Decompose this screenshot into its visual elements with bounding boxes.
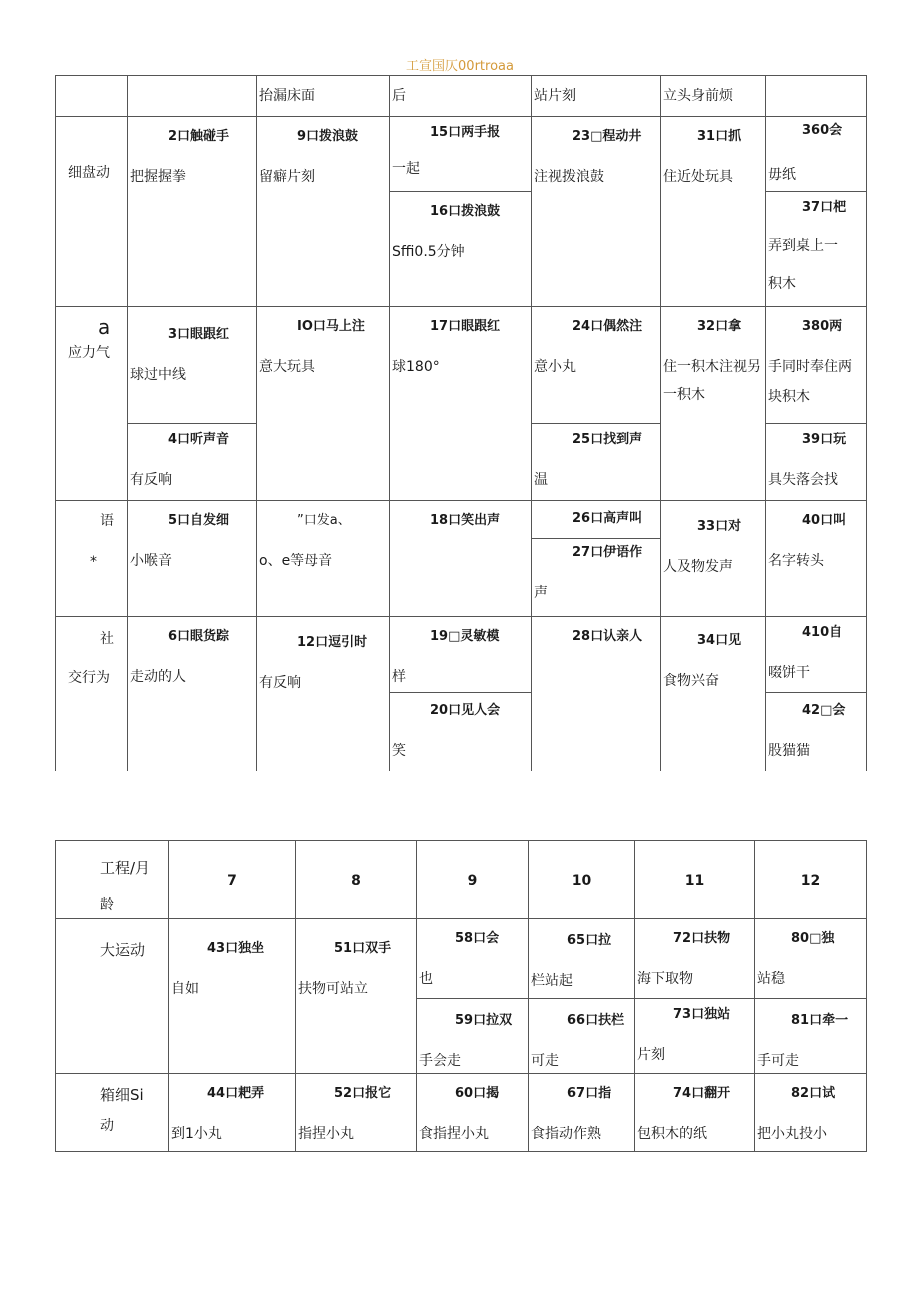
category-cell — [56, 117, 128, 307]
header-cell — [532, 76, 661, 117]
cell-text: 34口见 — [697, 633, 742, 648]
cell-text: 65口拉 — [567, 933, 612, 948]
cell-text: 手同时奉住两 — [768, 358, 852, 375]
cell-text: 12口逗引时 — [297, 635, 368, 650]
cell-text: 52口报它 — [334, 1086, 392, 1101]
item-cell — [257, 117, 390, 307]
item-cell — [635, 919, 755, 999]
cell-text: 食物兴奋 — [663, 672, 719, 689]
item-cell — [390, 693, 532, 771]
item-cell — [766, 192, 867, 307]
item-cell — [661, 307, 766, 501]
cell-text: 块积木 — [768, 389, 810, 406]
cell-text: 把小丸投小 — [757, 1125, 827, 1142]
cell-text: 9口拨浪鼓 — [297, 129, 359, 144]
item-cell — [257, 307, 390, 501]
cell-text: 5口自发细 — [168, 513, 230, 528]
month-cell — [635, 841, 755, 919]
item-cell — [529, 919, 635, 999]
cell-text: 66口扶栏 — [567, 1013, 625, 1028]
item-cell — [296, 1074, 417, 1152]
cell-text: 栏站起 — [531, 972, 573, 989]
item-cell — [390, 307, 532, 501]
cell-text: 具失落会找 — [768, 471, 838, 488]
cell-text: 啜饼干 — [768, 664, 810, 681]
item-cell — [532, 424, 661, 501]
item-cell — [390, 117, 532, 192]
category-cell — [56, 307, 128, 501]
cell-text: 也 — [419, 970, 433, 987]
cell-text: 股猫猫 — [768, 742, 810, 759]
cell-text: 18口笑出声 — [430, 513, 501, 528]
item-cell — [766, 617, 867, 693]
header-cell — [257, 76, 390, 117]
cell-text: Sffi0.5分钟 — [392, 243, 465, 260]
item-cell — [390, 617, 532, 693]
cell-text: 站稳 — [757, 970, 785, 987]
cell-text: 6口眼货踪 — [168, 629, 230, 644]
cell-text: 注视拨浪鼓 — [534, 168, 604, 185]
cell-text: 球过中线 — [130, 366, 186, 383]
item-cell — [128, 117, 257, 307]
item-cell — [128, 424, 257, 501]
cell-text: * — [90, 553, 97, 570]
cell-text: 片刻 — [637, 1046, 665, 1063]
item-cell — [417, 999, 529, 1074]
item-cell — [529, 999, 635, 1074]
cell-text: 抬漏床面 — [259, 87, 315, 104]
development-table-2 — [55, 840, 867, 1152]
page-header: 工宣国仄00rtroaa — [406, 59, 514, 74]
cell-text: 扶物可站立 — [298, 980, 368, 997]
cell-text: 到1小丸 — [171, 1125, 222, 1142]
cell-text: 2口触碰手 — [168, 129, 230, 144]
cell-text: 15口两手报 — [430, 125, 501, 140]
item-cell — [755, 1074, 867, 1152]
cell-text: 58口会 — [455, 931, 500, 946]
cell-text: 食指动作熟 — [531, 1125, 601, 1142]
item-cell — [766, 307, 867, 424]
cell-text: 站片刻 — [534, 87, 576, 104]
cell-text: 小喉音 — [130, 552, 172, 569]
cell-text: 龄 — [100, 897, 114, 913]
table-row — [56, 117, 867, 192]
category-cell — [56, 919, 169, 1074]
cell-text: IO口马上注 — [297, 319, 365, 334]
item-cell — [169, 1074, 296, 1152]
table1-header-row — [56, 76, 867, 117]
item-cell — [128, 501, 257, 617]
item-cell — [661, 117, 766, 307]
item-cell — [257, 617, 390, 771]
cell-text: 住一积木注视另 — [663, 358, 761, 375]
cell-text: 住近处玩具 — [663, 168, 733, 185]
item-cell — [169, 919, 296, 1074]
cell-text: 12 — [800, 873, 821, 889]
cell-text: 应力气 — [68, 345, 110, 361]
item-cell — [661, 501, 766, 617]
item-cell — [766, 117, 867, 192]
cell-text: 声 — [534, 584, 548, 601]
cell-text: 43口独坐 — [207, 941, 265, 956]
cell-text: 31口抓 — [697, 129, 742, 144]
cell-text: 动 — [100, 1118, 114, 1134]
item-cell — [532, 501, 661, 539]
cell-text: 360会 — [802, 123, 843, 138]
cell-text: 有反响 — [130, 471, 172, 488]
cell-text: 球180° — [392, 358, 440, 375]
category-cell — [56, 617, 128, 771]
cell-text: 语 — [100, 513, 114, 529]
development-table-1 — [55, 75, 867, 771]
cell-text: 自如 — [171, 980, 199, 997]
item-cell — [529, 1074, 635, 1152]
item-cell — [390, 192, 532, 307]
cell-text: 40口叫 — [802, 513, 847, 528]
cell-text: 37口杷 — [802, 200, 847, 215]
cell-text: 8 — [351, 873, 361, 889]
cell-text: 59口拉双 — [455, 1013, 513, 1028]
cell-text: 大运动 — [100, 941, 146, 959]
cell-text: 32口拿 — [697, 319, 742, 334]
cell-text: 食指捏小丸 — [419, 1125, 489, 1142]
cell-text: 380两 — [802, 319, 843, 334]
cell-text: 立头身前烦 — [663, 87, 733, 104]
table-row — [56, 307, 867, 424]
cell-text: o、e等母音 — [259, 552, 333, 569]
cell-text: 16口拨浪鼓 — [430, 204, 501, 219]
header-label-cell — [56, 841, 169, 919]
item-cell — [296, 919, 417, 1074]
cell-text: 一积木 — [663, 387, 705, 404]
category-cell — [56, 1074, 169, 1152]
item-cell — [390, 501, 532, 617]
cell-text: 温 — [534, 471, 548, 488]
cell-text: 后 — [392, 87, 406, 104]
cell-text: 17口眼跟红 — [430, 319, 501, 334]
item-cell — [635, 999, 755, 1074]
month-cell — [169, 841, 296, 919]
category-cell — [56, 501, 128, 617]
cell-text: 4口听声音 — [168, 432, 230, 447]
cell-text: 一起 — [392, 160, 420, 177]
cell-text: 意小丸 — [534, 358, 576, 375]
cell-text: 20口见人会 — [430, 703, 501, 718]
cell-text: 28口认亲人 — [572, 629, 643, 644]
month-cell — [417, 841, 529, 919]
cell-text: 把握握拳 — [130, 168, 186, 185]
header-cell — [390, 76, 532, 117]
cell-text: 81口牵一 — [791, 1013, 849, 1028]
table-row — [56, 1074, 867, 1152]
cell-text: 7 — [227, 873, 237, 889]
cell-text: 26口高声叫 — [572, 511, 643, 526]
item-cell — [766, 424, 867, 501]
item-cell — [661, 617, 766, 771]
table-row — [56, 919, 867, 999]
cell-text: 手可走 — [757, 1052, 799, 1069]
cell-text: 名字转头 — [768, 552, 824, 569]
cell-text: 410自 — [802, 625, 843, 640]
cell-text: 73口独站 — [673, 1007, 731, 1022]
cell-text: 弄到桌上一 — [768, 237, 838, 254]
cell-text: a — [98, 315, 111, 339]
cell-text: 72口扶物 — [673, 931, 731, 946]
cell-text: 人及物发声 — [663, 558, 733, 575]
cell-text: 细盘动 — [68, 165, 110, 181]
cell-text: 工程/月 — [100, 859, 151, 877]
cell-text: 3口眼跟红 — [168, 327, 230, 342]
cell-text: 11 — [684, 873, 705, 889]
item-cell — [128, 307, 257, 424]
item-cell — [755, 999, 867, 1074]
cell-text: 10 — [571, 873, 592, 889]
cell-text: 80□独 — [791, 931, 835, 946]
item-cell — [532, 539, 661, 617]
item-cell — [532, 617, 661, 771]
cell-text: 海下取物 — [637, 970, 693, 987]
cell-text: 51口双手 — [334, 941, 392, 956]
cell-text: 样 — [392, 668, 406, 685]
item-cell — [128, 617, 257, 771]
header-cell — [766, 76, 867, 117]
cell-text: 笑 — [392, 742, 406, 759]
cell-text: 社 — [100, 631, 114, 647]
cell-text: 39口玩 — [802, 432, 847, 447]
cell-text: 67口指 — [567, 1086, 612, 1101]
item-cell — [532, 117, 661, 307]
header-cell — [661, 76, 766, 117]
cell-text: 9 — [467, 873, 478, 889]
cell-text: 有反响 — [259, 674, 301, 691]
cell-text: 44口耙弄 — [207, 1086, 265, 1101]
cell-text: 积木 — [768, 276, 796, 293]
table2-header-row — [56, 841, 867, 919]
cell-text: 19□灵敏模 — [430, 629, 500, 644]
cell-text: 包积木的纸 — [637, 1125, 707, 1142]
item-cell — [417, 1074, 529, 1152]
item-cell — [257, 501, 390, 617]
month-cell — [529, 841, 635, 919]
month-cell — [296, 841, 417, 919]
cell-text: 意大玩具 — [259, 358, 315, 375]
item-cell — [766, 501, 867, 617]
cell-text: 33口对 — [697, 519, 742, 534]
cell-text: 可走 — [531, 1052, 559, 1069]
header-cell — [128, 76, 257, 117]
cell-text: 60口揭 — [455, 1086, 500, 1101]
header-cell — [56, 76, 128, 117]
item-cell — [532, 307, 661, 424]
cell-text: 毋纸 — [768, 166, 796, 183]
cell-text: 箱细Si — [100, 1086, 144, 1104]
table-row — [56, 501, 867, 539]
cell-text: 留癖片刻 — [259, 168, 315, 185]
cell-text: 23□程动井 — [572, 129, 642, 144]
cell-text: 手会走 — [419, 1052, 461, 1069]
item-cell — [417, 919, 529, 999]
item-cell — [635, 1074, 755, 1152]
cell-text: 42□会 — [802, 703, 846, 718]
item-cell — [766, 693, 867, 771]
cell-text: 27口伊语作 — [572, 545, 643, 560]
cell-text: ”口发a、 — [297, 513, 351, 528]
item-cell — [755, 919, 867, 999]
cell-text: 指捏小丸 — [298, 1125, 354, 1142]
cell-text: 25口找到声 — [572, 432, 643, 447]
month-cell — [755, 841, 867, 919]
table-row — [56, 617, 867, 693]
cell-text: 82口试 — [791, 1086, 836, 1101]
cell-text: 74口翻开 — [673, 1086, 731, 1101]
cell-text: 交行为 — [68, 669, 110, 686]
cell-text: 24口偶然注 — [572, 319, 643, 334]
cell-text: 走动的人 — [130, 668, 186, 685]
